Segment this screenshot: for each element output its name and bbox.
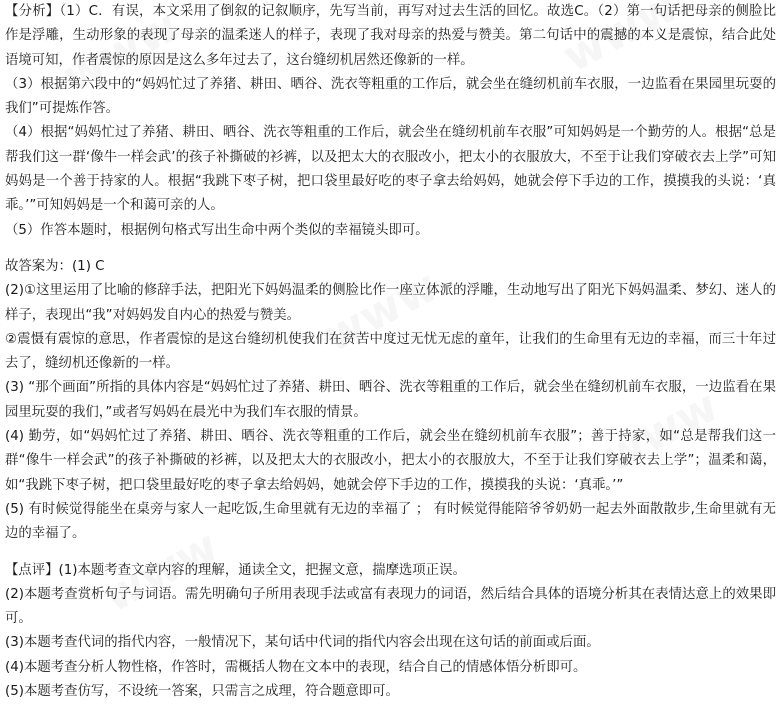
comment-paragraph: 【点评】(1)本题考查文章内容的理解，通读全文，把握文意，揣摩选项正误。 <box>5 562 466 578</box>
comment-paragraph: (5)本题考查仿写，不设统一答案，只需言之成理，符合题意即可。 <box>5 684 399 700</box>
answer-paragraph: (2)①这里运用了比喻的修辞手法，把阳光下妈妈温柔的侧脸比作一座立体派的浮雕，生动地写出了阳光下妈妈温柔、梦幻、迷人的样子，表现出“我”对妈妈发自内心的热爱与赞美。 <box>5 283 776 323</box>
comment-section <box>5 559 776 704</box>
comment-paragraph: (3)本题考查代词的指代内容，一般情况下，某句话中代词的指代内容会出现在这句话的前面或后面。 <box>5 635 600 651</box>
comment-paragraph: (4)本题考查分析人物性格，作答时，需概括人物在文本中的表现，结合自己的情感体悟分析即可。 <box>5 659 587 675</box>
answer-paragraph: (4) 勤劳，如“妈妈忙过了养猪、耕田、晒谷、洗衣等粗重的工作后，就会坐在缝纫机前车衣服”；善于持家，如“总是帮我们这一群“像牛一样会武”的孩子补撕破的衫裤，以及把太大的衣服改小，把太小的衣服放大，不至于让我们穿破衣去上学”；温柔和蔼，如“我跳下枣子树，把口袋里最好吃的枣子拿去给妈妈，她就会停下手边的工作，摸摸我的头说：‘真乖。’” <box>5 429 776 493</box>
analysis-paragraph: （5）作答本题时，根据例句格式写出生命中两个类似的幸福镜头即可。 <box>5 222 429 238</box>
analysis-section <box>5 0 776 243</box>
answer-paragraph: (5) 有时候觉得能坐在桌旁与家人一起吃饭,生命里就有无边的幸福了 ； 有时候觉得能陪爷爷奶奶一起去外面散散步,生命里就有无边的幸福了。 <box>5 501 776 542</box>
comment-paragraph: (2)本题考查赏析句子与词语。需先明确句子所用表现手法或富有表现力的词语，然后结合具体的语境分析其在表情达意上的效果即可。 <box>5 586 776 627</box>
analysis-paragraph: （3）根据第六段中的“妈妈忙过了养猪、耕田、晒谷、洗衣等粗重的工作后，就会坐在缝纫机前车衣服，一边监看在果园里玩耍的我们”可提炼作答。 <box>5 76 776 117</box>
analysis-paragraph: （4）根据“妈妈忙过了养猪、耕田、晒谷、洗衣等粗重的工作后，就会坐在缝纫机前车衣服”可知妈妈是一个勤劳的人。根据“总是帮我们这一群‘像牛一样会武’的孩子补撕破的衫裤，以及把太大的衣服改小，把太小的衣服放大，不至于让我们穿破衣去上学”可知妈妈是一个善于持家的人。根据“我跳下枣子树，把口袋里最好吃的枣子拿去给妈妈，她就会停下手边的工作，摸摸我的头说：‘真乖。’”可知妈妈是一个和蔼可亲的人。 <box>5 125 776 214</box>
analysis-paragraph: 【分析】（1）C．有误，本文采用了倒叙的记叙顺序，先写当前，再写对过去生活的回忆。故选C。（2）第一句话把母亲的侧脸比作是浮雕，生动形象的表现了母亲的温柔迷人的样子，表现了我对母亲的热爱与赞美。第二句话中的震撼的本义是震惊，结合此处语境可知，作者震惊的原因是这么多年过去了，这台缝纫机居然还像新的一样。 <box>5 4 776 68</box>
answer-paragraph: ②震慑有震惊的意思，作者震惊的是这台缝纫机使我们在贫苦中度过无忧无虑的童年，让我们的生命里有无边的幸福，而三十年过去了，缝纫机还像新的一样。 <box>5 331 776 372</box>
answer-paragraph: 故答案为：(1) C <box>5 258 105 274</box>
answer-paragraph: (3) “那个画面”所指的具体内容是“妈妈忙过了养猪、耕田、晒谷、洗衣等粗重的工作后，就会坐在缝纫机前车衣服，一边监看在果园里玩耍的我们，”或者写妈妈在晨光中为我们车衣服的情景。 <box>5 380 776 420</box>
answer-section <box>5 255 776 547</box>
